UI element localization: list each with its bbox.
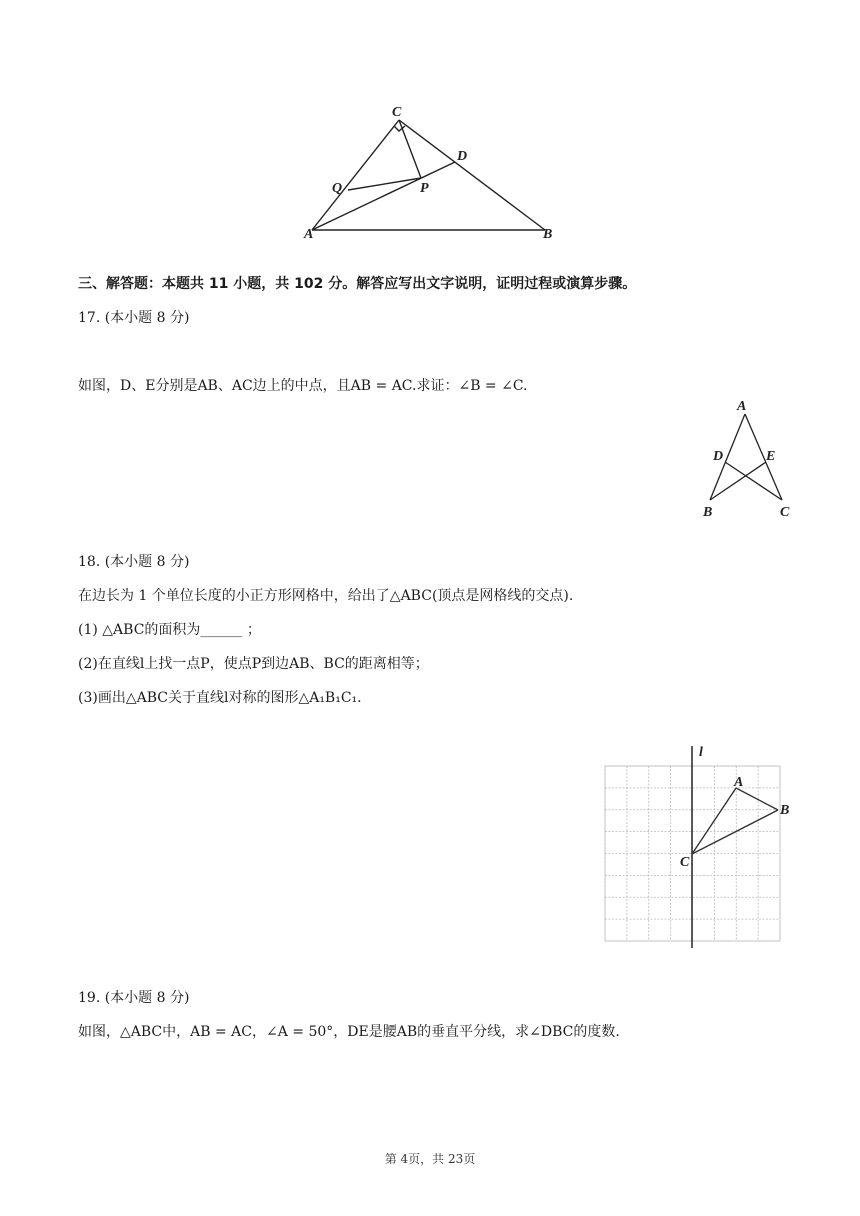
q18-label-b: B	[780, 803, 790, 818]
q18-label-c: C	[680, 855, 690, 870]
q17-label-d: D	[713, 449, 724, 464]
q18-intro: 在边长为 1 个单位长度的小正方形网格中，给出了△ABC(顶点是网格线的交点).	[78, 588, 574, 604]
section-heading: 三、解答题：本题共 11 小题，共 102 分。解答应写出文字说明，证明过程或演算步骤。	[78, 276, 637, 292]
label-b: B	[543, 227, 553, 242]
label-q: Q	[332, 181, 343, 196]
q18-part3: (3)画出△ABC关于直线l对称的图形△A₁B₁C₁.	[78, 690, 362, 706]
q18-label-a: A	[734, 775, 744, 790]
q17-text: 如图，D、E分别是AB、AC边上的中点，且AB = AC.求证：∠B = ∠C.	[78, 378, 528, 394]
label-p: P	[420, 181, 429, 196]
figure-q18-grid	[600, 742, 800, 952]
page-footer: 第 4页，共 23页	[384, 1152, 476, 1166]
q17-header: 17. (本小题 8 分)	[78, 310, 190, 326]
q19-header: 19. (本小题 8 分)	[78, 990, 190, 1006]
q17-label-a: A	[737, 399, 747, 414]
q18-part1: (1) △ABC的面积为______ ；	[78, 622, 261, 638]
q17-label-c: C	[780, 505, 790, 520]
q17-label-e: E	[766, 449, 776, 464]
q19-text: 如图，△ABC中，AB = AC，∠A = 50°，DE是腰AB的垂直平分线，求∠DBC的度数.	[78, 1024, 620, 1040]
figure-q17-triangle	[700, 396, 800, 522]
label-a: A	[304, 227, 314, 242]
label-c: C	[392, 105, 402, 120]
figure-triangle-qpd	[300, 100, 570, 245]
segment-cb	[399, 120, 545, 230]
q18-header: 18. (本小题 8 分)	[78, 554, 190, 570]
segment-ad	[312, 162, 455, 230]
q18-part2: (2)在直线l上找一点P，使点P到边AB、BC的距离相等；	[78, 656, 429, 672]
q17-label-b: B	[703, 505, 713, 520]
q18-label-l: l	[699, 745, 703, 760]
segment-ca	[312, 120, 399, 230]
label-d: D	[457, 149, 468, 164]
